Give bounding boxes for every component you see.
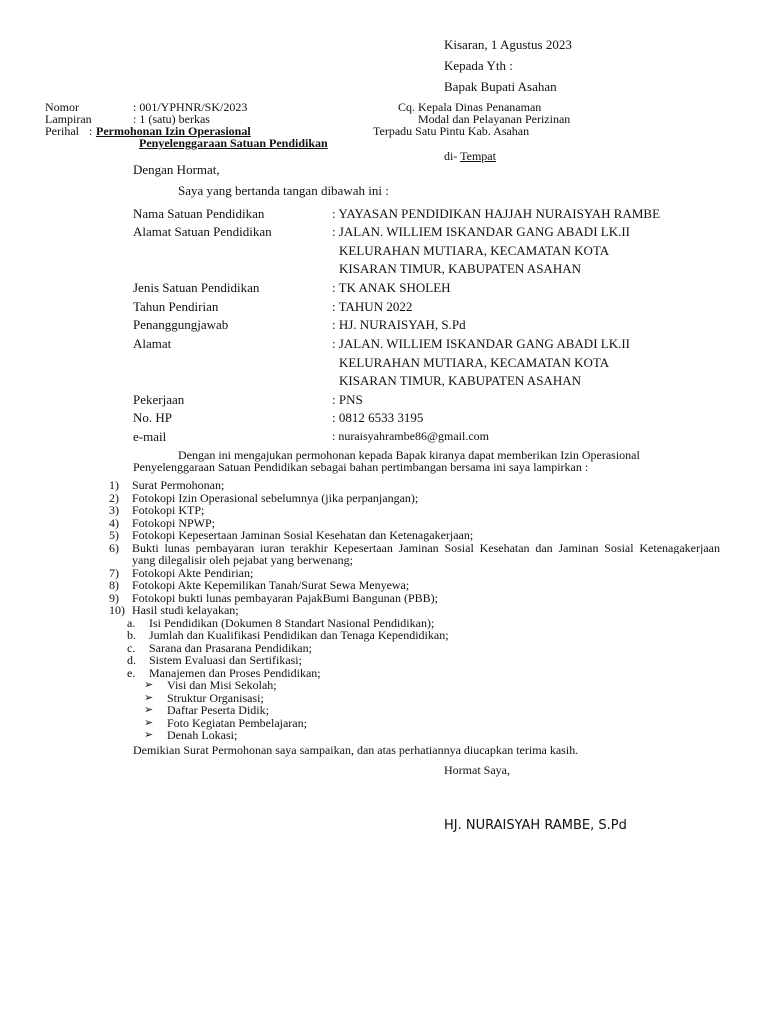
list-number: 3) — [109, 503, 119, 517]
arrow-bullet-icon: ➢ — [144, 691, 154, 704]
arrow-bullet-icon: ➢ — [144, 704, 154, 716]
intro-text: Saya yang bertanda tangan dibawah ini : — [178, 183, 389, 198]
di-place: Tempat — [460, 149, 496, 163]
list-number: 7) — [109, 565, 119, 580]
regards: Hormat Saya, — [444, 763, 510, 777]
bullet-item: Struktur Organisasi; — [167, 690, 264, 705]
signer-name: HJ. NURAISYAH RAMBE, S.Pd — [444, 818, 627, 833]
di-prefix: di- — [444, 149, 461, 163]
di-tempat — [444, 150, 496, 163]
nama-value: : YAYASAN PENDIDIKAN HAJJAH NURAISYAH RAMBE — [332, 206, 661, 221]
recipient: Bapak Bupati Asahan — [444, 79, 557, 94]
list-number: 10) — [109, 603, 125, 617]
list-item: Fotokopi bukti lunas pembayaran PajakBumi Bangunan (PBB); — [132, 590, 438, 605]
list-item: Fotokopi Kepesertaan Jaminan Sosial Kesehatan dan Ketenagakerjaan; — [132, 528, 474, 542]
arrow-bullet-icon: ➢ — [144, 716, 154, 729]
alamat-label: Alamat — [133, 336, 172, 351]
bullet-item: Visi dan Misi Sekolah; — [167, 678, 277, 692]
list-number: 6) — [109, 540, 119, 555]
list-item: Fotokopi KTP; — [132, 503, 205, 517]
nomor-value: : 001/YPHNR/SK/2023 — [133, 100, 248, 114]
alamat-sp-label: Alamat Satuan Pendidikan — [133, 224, 272, 239]
alamat-sp-line-1: : JALAN. WILLIEM ISKANDAR GANG ABADI LK.II — [332, 224, 631, 239]
list-item: Bukti lunas pembayaran iuran terakhir Kepesertaan Jaminan Sosial Kesehatan dan Jaminan Sosial Ketenagakerjaan — [132, 541, 720, 554]
sub-item: Jumlah dan Kualifikasi Pendidikan dan Tenaga Kependidikan; — [149, 628, 449, 642]
pj-value: : HJ. NURAISYAH, S.Pd — [332, 317, 466, 332]
sub-item: Isi Pendidikan (Dokumen 8 Standart Nasional Pendidikan); — [149, 615, 435, 630]
sub-letter: e. — [127, 665, 136, 680]
lampiran-value: : 1 (satu) berkas — [133, 112, 210, 126]
cq-line-2: Modal dan Pelayanan Perizinan — [418, 112, 571, 126]
jenis-value: : TK ANAK SHOLEH — [332, 280, 451, 295]
nomor-label: Nomor — [45, 100, 79, 114]
list-item: Hasil studi kelayakan; — [132, 603, 239, 617]
alamat-line-2: KELURAHAN MUTIARA, KECAMATAN KOTA — [339, 355, 610, 370]
list-number: 2) — [109, 490, 119, 505]
list-item: Fotokopi Akte Kepemilikan Tanah/Surat Sewa Menyewa; — [132, 578, 410, 592]
alamat-line-3: KISARAN TIMUR, KABUPATEN ASAHAN — [339, 373, 581, 388]
list-item: Fotokopi Akte Pendirian; — [132, 565, 254, 580]
list-number: 8) — [109, 578, 119, 592]
pj-label: Penanggungjawab — [133, 317, 229, 332]
body-line-2: Penyelenggaraan Satuan Pendidikan sebagai bahan pertimbangan bersama ini saya lampirkan : — [133, 460, 589, 474]
alamat-sp-line-3: KISARAN TIMUR, KABUPATEN ASAHAN — [339, 261, 581, 276]
bullet-item: Daftar Peserta Didik; — [167, 703, 269, 717]
tahun-value: : TAHUN 2022 — [332, 299, 413, 314]
perihal-label: Perihal — [45, 124, 79, 138]
hp-value: : 0812 6533 3195 — [332, 410, 424, 425]
sub-letter: c. — [127, 640, 136, 655]
sub-letter: d. — [127, 653, 136, 667]
kepada-yth: Kepada Yth : — [444, 58, 513, 73]
list-number: 1) — [109, 478, 119, 492]
lampiran-label: Lampiran — [45, 112, 92, 126]
body-line-1: Dengan ini mengajukan permohonan kepada Bapak kiranya dapat memberikan Izin Operasional — [178, 448, 640, 462]
bullet-item: Foto Kegiatan Pembelajaran; — [167, 715, 307, 730]
closing-text: Demikian Surat Permohonan saya sampaikan, dan atas perhatiannya diucapkan terima kasih. — [133, 743, 579, 757]
arrow-bullet-icon: ➢ — [144, 679, 154, 691]
email-label: e-mail — [133, 429, 167, 444]
email-value: : nuraisyahrambe86@gmail.com — [332, 429, 490, 443]
bullet-item: Denah Lokasi; — [167, 728, 238, 742]
list-number: 5) — [109, 528, 119, 542]
nama-label: Nama Satuan Pendidikan — [133, 206, 265, 221]
perihal-line-1: Permohonan Izin Operasional — [96, 124, 251, 138]
cq-line-1: Cq. Kepala Dinas Penanaman — [398, 100, 542, 114]
sub-item: Manajemen dan Proses Pendidikan; — [149, 665, 321, 680]
sub-letter: b. — [127, 628, 136, 642]
list-item: Surat Permohonan; — [132, 478, 225, 492]
list-item: Fotokopi NPWP; — [132, 515, 216, 530]
alamat-line-1: : JALAN. WILLIEM ISKANDAR GANG ABADI LK.II — [332, 336, 631, 351]
place-date: Kisaran, 1 Agustus 2023 — [444, 37, 572, 52]
sub-letter: a. — [127, 615, 136, 630]
pekerjaan-value: : PNS — [332, 392, 363, 407]
cq-line-3: Terpadu Satu Pintu Kab. Asahan — [373, 124, 530, 138]
tahun-label: Tahun Pendirian — [133, 299, 219, 314]
jenis-label: Jenis Satuan Pendidikan — [133, 280, 260, 295]
perihal-line-2: Penyelenggaraan Satuan Pendidikan — [139, 136, 328, 150]
list-number: 9) — [109, 590, 119, 605]
sub-item: Sistem Evaluasi dan Sertifikasi; — [149, 653, 302, 667]
alamat-sp-line-2: KELURAHAN MUTIARA, KECAMATAN KOTA — [339, 243, 610, 258]
arrow-bullet-icon: ➢ — [144, 729, 154, 741]
perihal-colon: : — [89, 124, 93, 138]
list-number: 4) — [109, 515, 119, 530]
list-item: Fotokopi Izin Operasional sebelumnya (jika perpanjangan); — [132, 490, 419, 505]
list-item-continuation: yang dilegalisir oleh pejabat yang berwenang; — [132, 553, 353, 567]
pekerjaan-label: Pekerjaan — [133, 392, 185, 407]
hp-label: No. HP — [133, 410, 173, 425]
sub-item: Sarana dan Prasarana Pendidikan; — [149, 640, 312, 655]
salutation: Dengan Hormat, — [133, 162, 220, 177]
